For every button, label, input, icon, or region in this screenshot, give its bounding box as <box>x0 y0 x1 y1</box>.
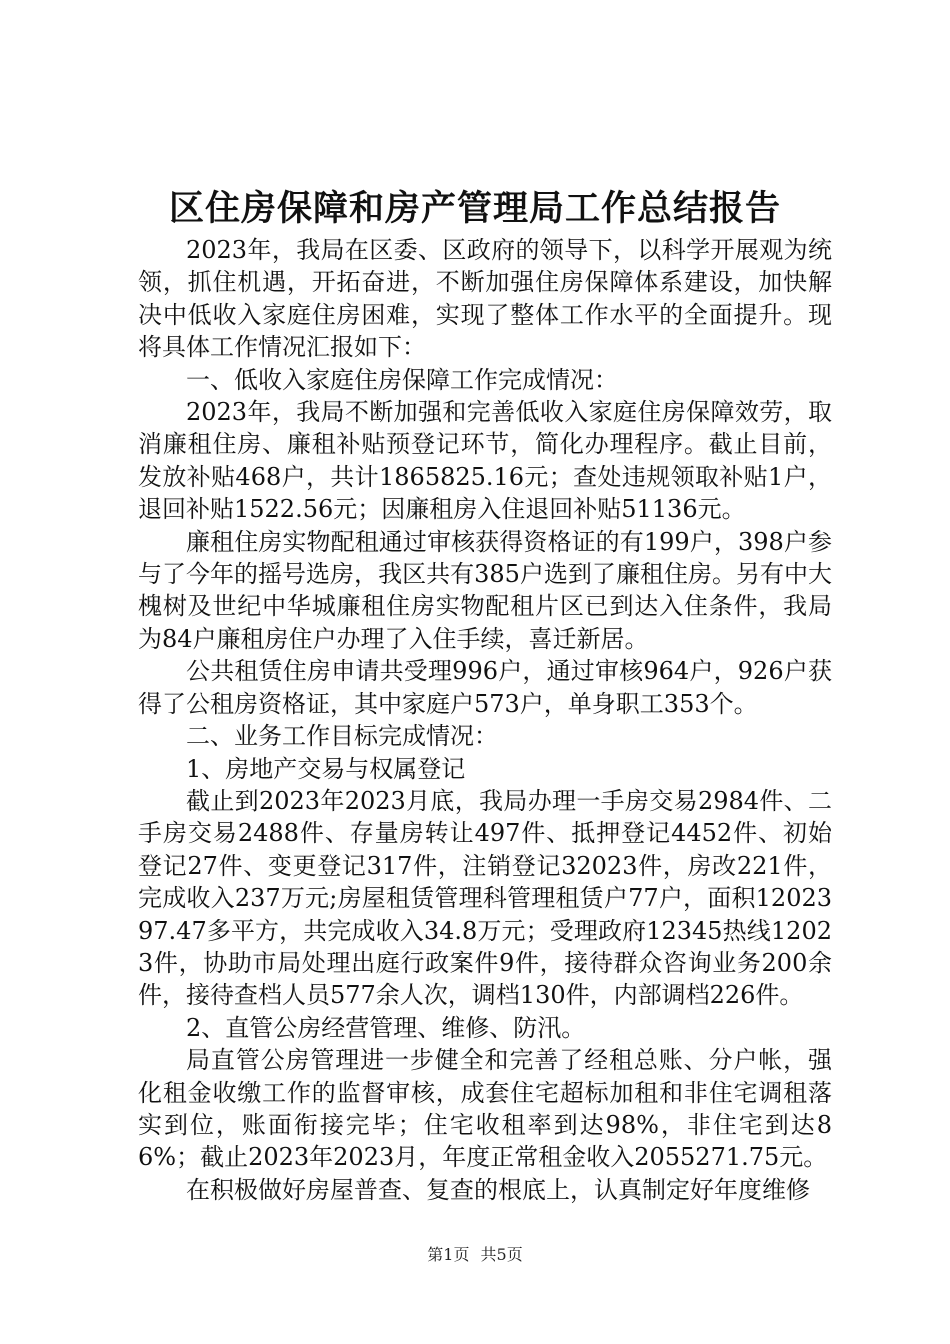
paragraph-public-rental: 公共租赁住房申请共受理996户，通过审核964户，926户获得了公租房资格证，其中家庭户573户，单身职工353个。 <box>138 657 832 718</box>
subsection-heading-2: 2、直管公房经营管理、维修、防汛。 <box>186 1013 586 1042</box>
page-footer <box>0 1244 950 1266</box>
document-title: 区住房保障和房产管理局工作总结报告 <box>168 188 781 229</box>
paragraph-public-housing: 局直管公房管理进一步健全和完善了经租总账、分户帐，强化租金收缴工作的监督审核，成套住宅超标加租和非住宅调租落实到位，账面衔接完毕；住宅收租率到达98%，非住宅到达86%；截止2023年2023月，年度正常租金收入2055271.75元。 <box>138 1046 832 1172</box>
subsection-heading-1: 1、房地产交易与权属登记 <box>186 754 466 783</box>
section-heading-1: 一、低收入家庭住房保障工作完成情况： <box>186 365 618 394</box>
paragraph-transactions: 截止到2023年2023月底，我局办理一手房交易2984件、二手房交易2488件、存量房转让497件、抵押登记4452件、初始登记27件、变更登记317件，注销登记32023件，房改221件，完成收入237万元;房屋租赁管理科管理租赁户77户，面积1202397.47多平方，共完成收入34.8万元；受理政府12345热线12023件，协助市局处理出庭行政案件9件，接待群众咨询业务200余件，接待查档人员577余人次，调档130件，内部调档226件。 <box>138 786 832 1010</box>
paragraph-subsidy: 2023年，我局不断加强和完善低收入家庭住房保障效劳，取消廉租住房、廉租补贴预登记环节，简化办理程序。截止目前，发放补贴468户，共计1865825.16元；查处违规领取补贴1户，退回补贴1522.56元；因廉租房入住退回补贴51136元。 <box>138 398 832 524</box>
section-heading-2: 二、业务工作目标完成情况： <box>186 722 498 751</box>
document-body <box>138 234 832 1206</box>
page-number: 第1页 <box>427 1245 470 1264</box>
paragraph-intro: 2023年，我局在区委、区政府的领导下，以科学开展观为统领，抓住机遇，开拓奋进，不断加强住房保障体系建设，加快解决中低收入家庭住房困难，实现了整体工作水平的全面提升。现将具体工作情况汇报如下： <box>138 236 832 362</box>
page-total: 共5页 <box>480 1245 523 1264</box>
paragraph-maintenance: 在积极做好房屋普查、复查的根底上，认真制定好年度维修 <box>186 1175 810 1204</box>
paragraph-rental-allocation: 廉租住房实物配租通过审核获得资格证的有199户，398户参与了今年的摇号选房，我区共有385户选到了廉租住房。另有中大槐树及世纪中华城廉租住房实物配租片区已到达入住条件，我局为84户廉租房住户办理了入住手续，喜迁新居。 <box>138 527 832 653</box>
